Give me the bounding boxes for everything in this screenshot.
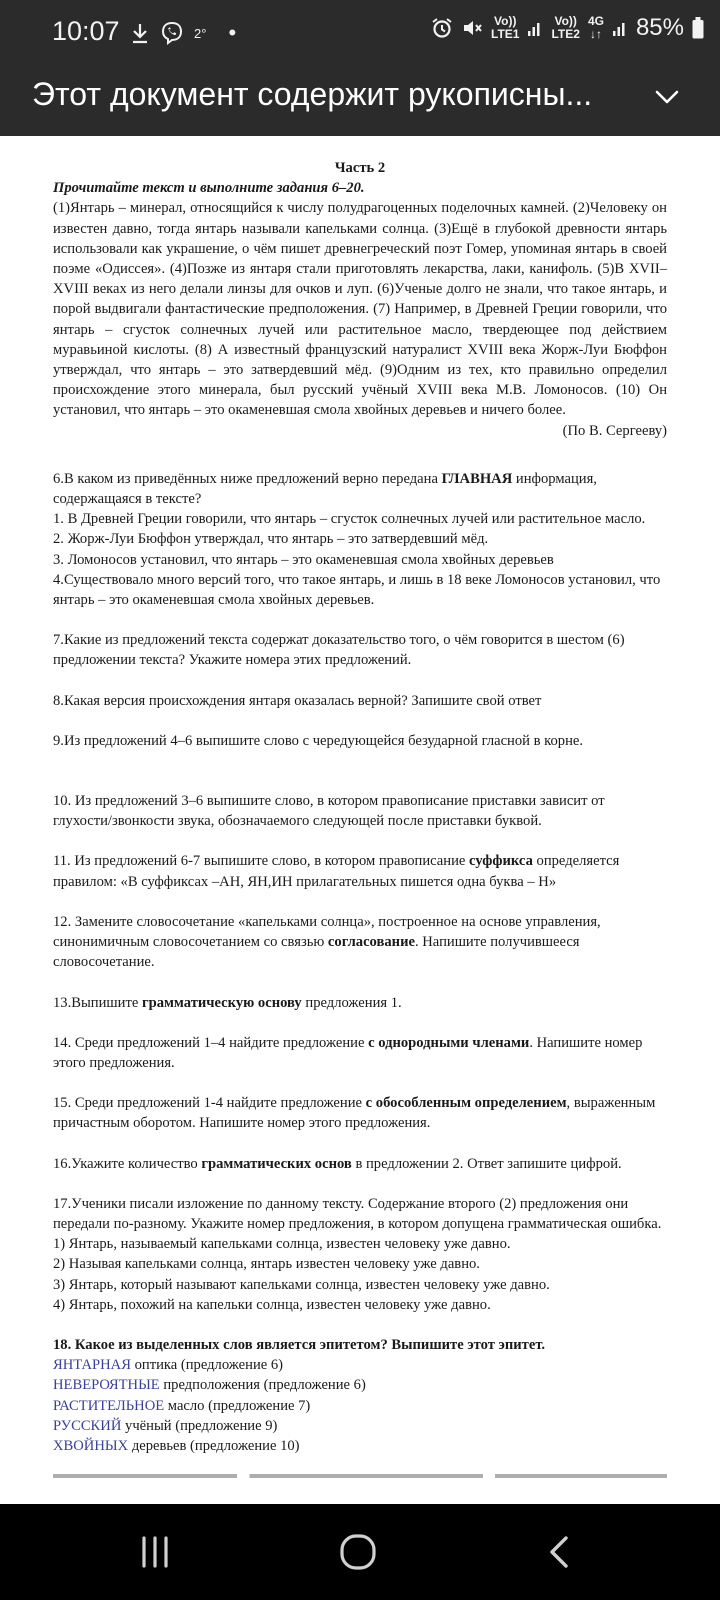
q6-option-1: 1. В Древней Греции говорили, что янтарь – сгусток солнечных лучей или растительное масло.	[53, 511, 646, 528]
page-title: Этот документ содержит рукописны...	[32, 76, 593, 112]
question-10: 10. Из предложений 3–6 выпишите слово, в котором правописание приставки зависит от глухости/звонкости звука, обозначаемого следующей после приставки буквой.	[53, 793, 605, 830]
viber-icon	[160, 21, 184, 45]
question-16: 16.Укажите количество грамматических основ в предложении 2. Ответ запишите цифрой.	[53, 1155, 622, 1172]
question-14: 14. Среди предложений 1–4 найдите предложение с однородными членами. Напишите номер этого предложения.	[53, 1034, 643, 1071]
question-8: 8.Какая версия происхождения янтаря оказалась верной? Запишите свой ответ	[53, 692, 542, 709]
q18-option-4: РУССКИЙ учёный (предложение 9)	[53, 1417, 278, 1434]
question-7: 7.Какие из предложений текста содержат доказательство того, о чём говорится в шестом (6) предложении текста? Укажите номера этих предложений.	[53, 632, 625, 669]
document-content	[53, 136, 667, 1456]
instruction: Прочитайте текст и выполните задания 6–20.	[53, 180, 365, 197]
signal-icon-sim2	[612, 19, 628, 37]
status-dot: •	[228, 20, 237, 45]
q17-option-4: 4) Янтарь, похожий на капельки солнца, известен человеку уже давно.	[53, 1296, 491, 1313]
status-right-icons	[431, 14, 704, 42]
status-left-icons	[130, 20, 236, 46]
question-18: 18. Какое из выделенных слов является эпитетом? Выпишите этот эпитет.	[53, 1336, 546, 1353]
navigation-bar	[0, 1504, 720, 1600]
question-6: 6.В каком из приведённых ниже предложений верно передана ГЛАВНАЯ информация, содержащаяся в тексте?	[53, 470, 597, 508]
mute-icon	[461, 17, 483, 39]
alarm-icon	[431, 17, 453, 39]
q18-option-5: ХВОЙНЫХ деревьев (предложение 10)	[53, 1437, 300, 1454]
sim2-indicator: Vo)) LTE2	[551, 14, 580, 41]
q18-option-2: НЕВЕРОЯТНЫЕ предположения (предложение 6)	[53, 1377, 366, 1394]
author-credit: (По В. Сергееву)	[562, 422, 667, 439]
q6-option-4: 4.Существовало много версий того, что такое янтарь, и лишь в 18 веке Ломоносов установил, что янтарь – это окаменевшая смола хвойных деревьев.	[53, 571, 661, 609]
document-view[interactable]	[0, 136, 720, 1504]
question-13: 13.Выпишите грамматическую основу предложения 1.	[53, 994, 402, 1011]
signal-icon-sim1	[527, 19, 543, 37]
q6-option-2: 2. Жорж-Луи Бюффон утверждал, что янтарь – это затвердевший мёд.	[53, 531, 489, 548]
q6-option-3: 3. Ломоносов установил, что янтарь – это окаменевшая смола хвойных деревьев	[53, 551, 554, 568]
question-15: 15. Среди предложений 1-4 найдите предложение с обособленным определением, выраженным причастным оборотом. Напишите номер этого предложения.	[53, 1095, 656, 1132]
reading-text: (1)Янтарь – минерал, относящийся к числу полудрагоценных поделочных камней. (2)Человеку он известен давно, тогда янтарь называли капельками солнца. (3)Ещё в глубокой древности янтарь использовали как украшение, о чём пишет древнегреческий поэт Гомер, упоминая янтарь в своей поэме «Одиссея». (4)Позже из янтаря стали приготовлять лекарства, лаки, канифоль. (5)В XVII–XVIII веках из него делали линзы для очков и луп. (6)Ученые долго не знали, что такое янтарь, и порой выдвигали фантастические предположения. (7) Например, в Древней Греции говорили, что янтарь – сгусток солнечных лучей или растительное масло, твердеющее под действием муравьиной кислоты. (8) А известный французский натуралист XVIII века Жорж-Луи Бюффон утверждал, что янтарь – это затвердевший мёд. (9)Одним из тех, кто правильно определил происхождение этого минерала, был русский учёный XVIII века М.В. Ломоносов. (10) Он установил, что янтарь – это окаменевшая смола хвойных деревьев и ничего более.	[53, 200, 667, 419]
q18-option-3: РАСТИТЕЛЬНОЕ масло (предложение 7)	[53, 1397, 311, 1414]
status-time: 10:07	[52, 16, 120, 46]
home-icon[interactable]	[338, 1532, 378, 1572]
app-bar	[0, 60, 720, 136]
q17-option-3: 3) Янтарь, который называют капельками солнца, известен человеку уже давно.	[53, 1276, 550, 1293]
cut-off-line-bottom	[53, 1468, 667, 1478]
part-title: Часть 2	[334, 160, 386, 176]
chevron-down-icon[interactable]	[652, 82, 682, 112]
battery-icon	[692, 17, 704, 39]
q18-option-1: ЯНТАРНАЯ оптика (предложение 6)	[53, 1357, 284, 1374]
status-temperature: 2°	[194, 25, 207, 41]
question-11: 11. Из предложений 6-7 выпишите слово, в котором правописание суффикса определяется правилом: «В суффиксах –АН, ЯН,ИН прилагательных пишется одна буква – Н»	[53, 853, 620, 890]
question-9: 9.Из предложений 4–6 выпишите слово с чередующейся безударной гласной в корне.	[53, 732, 584, 749]
network-type: 4G ↓↑	[587, 14, 604, 41]
download-icon	[130, 22, 150, 44]
q17-option-2: 2) Называя капельками солнца, янтарь известен человеку уже давно.	[53, 1256, 480, 1273]
recent-apps-icon[interactable]	[135, 1532, 175, 1572]
q17-option-1: 1) Янтарь, называемый капельками солнца, известен человеку уже давно.	[53, 1236, 511, 1253]
question-17: 17.Ученики писали изложение по данному тексту. Содержание второго (2) предложения они передали по-разному. Укажите номер предложения, в котором допущена грамматическая ошибка.	[53, 1195, 662, 1232]
sim1-indicator: Vo)) LTE1	[491, 14, 520, 41]
status-bar	[0, 0, 720, 60]
back-icon[interactable]	[540, 1532, 580, 1572]
battery-percent: 85%	[635, 14, 684, 41]
question-12: 12. Замените словосочетание «капельками солнца», построенное на основе управления, синонимичным словосочетанием со связью согласование. Напишите получившееся словосочетание.	[53, 913, 601, 971]
